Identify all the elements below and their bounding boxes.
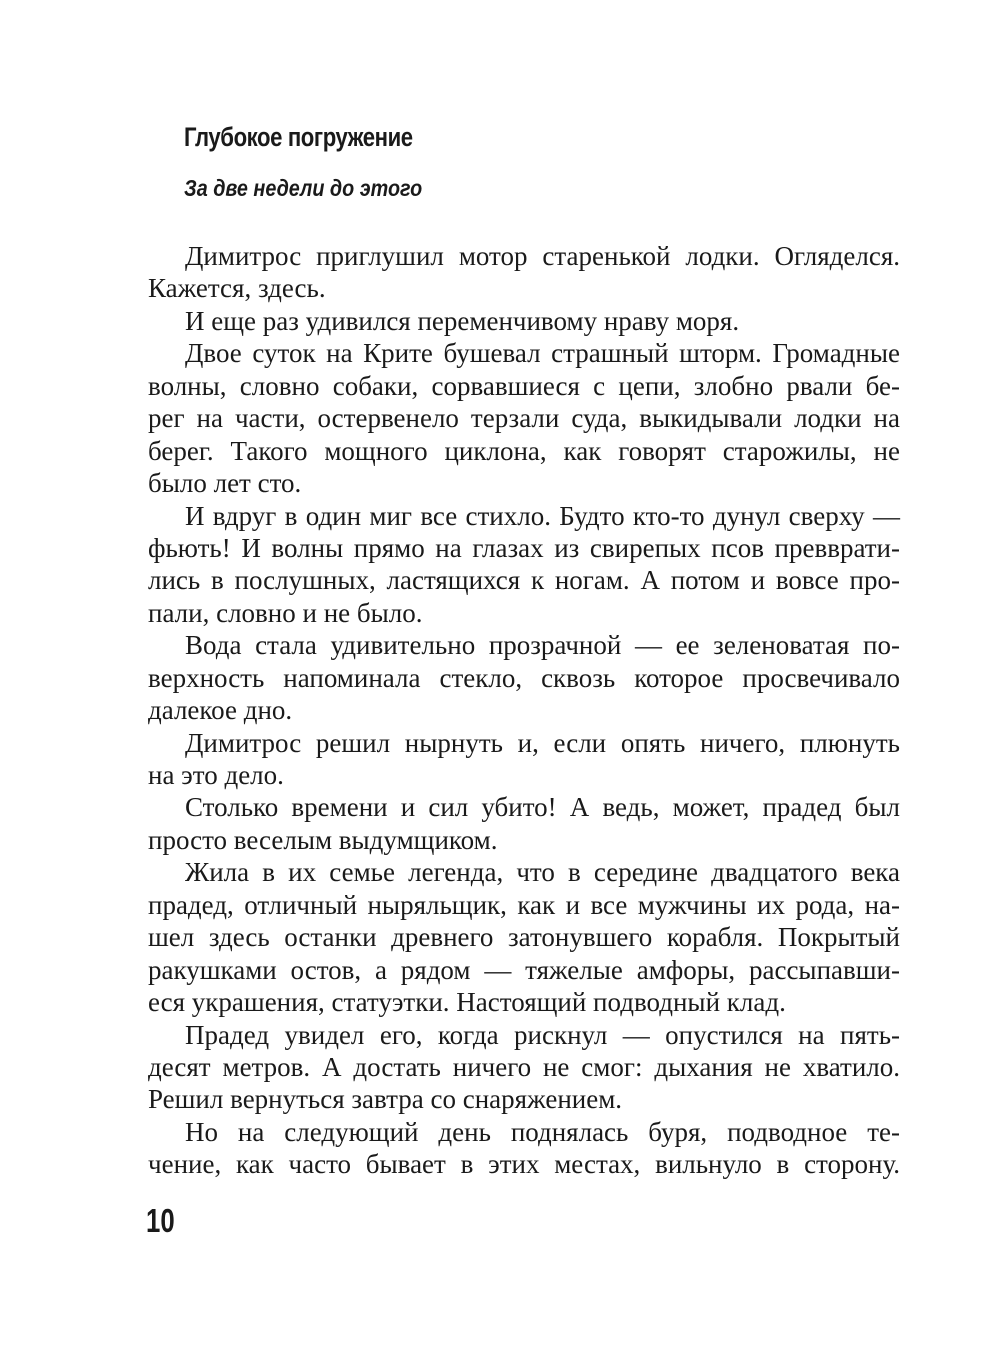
text-line: еся украшения, статуэтки. Настоящий подводный клад.: [148, 987, 786, 1018]
text-line: волны, словно собаки, сорвавшиеся с цепи, злобно рвали бе-: [148, 370, 900, 401]
text-line: десят метров. А достать ничего не смог: дыхания не хватило.: [148, 1051, 900, 1082]
text-line: шел здесь останки древнего затонувшего корабля. Покрытый: [148, 922, 900, 953]
text-line: Столько времени и сил убито! А ведь, может, прадед был: [185, 792, 900, 823]
text-line: Кажется, здесь.: [148, 273, 326, 304]
text-line: Прадед увидел его, когда рискнул — опустился на пять-: [185, 1019, 900, 1050]
text-line: просто веселым выдумщиком.: [148, 824, 498, 855]
text-line: Димитрос приглушил мотор старенькой лодки. Огляделся.: [185, 241, 900, 271]
text-line: берег. Такого мощного циклона, как говорят старожилы, не: [148, 435, 900, 466]
text-line: ракушками остов, а рядом — тяжелые амфоры, рассыпавши-: [148, 954, 900, 985]
chapter-subtitle: За две недели до этого: [184, 175, 423, 201]
text-line: рег на части, остервенело терзали суда, выкидывали лодки на: [148, 403, 900, 434]
body-text: [148, 240, 900, 1181]
text-line: далекое дно.: [148, 695, 293, 726]
text-line: фьють! И волны прямо на глазах из свирепых псов превврати-: [148, 532, 900, 563]
text-line: Вода стала удивительно прозрачной — ее зеленоватая по-: [185, 630, 900, 661]
text-line: прадед, отличный ныряльщик, как и все мужчины их рода, на-: [148, 889, 900, 920]
text-line: верхность напоминала стекло, сквозь которое просвечивало: [148, 662, 900, 693]
text-line: пали, словно и не было.: [148, 597, 423, 628]
text-line: чение, как часто бывает в этих местах, вильнуло в сторону.: [148, 1149, 900, 1180]
page-number: 10: [146, 1202, 175, 1239]
text-line: Димитрос решил нырнуть и, если опять ничего, плюнуть: [185, 727, 900, 758]
text-line: И вдруг в один миг все стихло. Будто кто-то дунул сверху —: [185, 500, 900, 531]
text-line: Но на следующий день поднялась буря, подводное те-: [185, 1116, 900, 1147]
text-line: лись в послушных, ластящихся к ногам. А потом и вовсе про-: [148, 565, 900, 596]
text-line: Решил вернуться завтра со снаряжением.: [148, 1084, 623, 1115]
text-line: Двое суток на Крите бушевал страшный шторм. Громадные: [185, 338, 900, 369]
text-line: Жила в их семье легенда, что в середине двадцатого века: [185, 857, 900, 888]
chapter-title: Глубокое погружение: [184, 122, 413, 152]
text-line: на это дело.: [148, 760, 284, 790]
text-line: И еще раз удивился переменчивому нраву моря.: [185, 305, 740, 336]
text-line: было лет сто.: [148, 468, 302, 499]
